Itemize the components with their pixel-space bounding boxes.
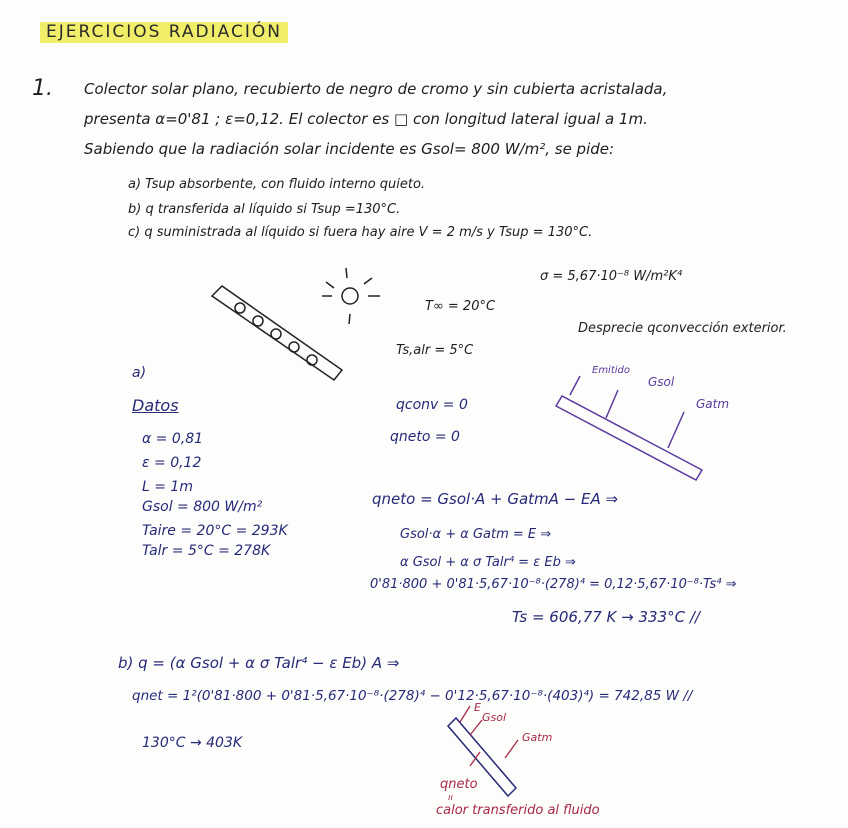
equation: Gsol·α + α Gatm = E ⇒ xyxy=(400,527,552,542)
equation: 0'81·800 + 0'81·5,67·10⁻⁸·(278)⁴ = 0,12·5,67·10⁻⁸·Ts⁴ ⇒ xyxy=(370,577,737,592)
temperature-conversion: 130°C → 403K xyxy=(142,735,243,751)
problem-number: 1. xyxy=(32,76,53,101)
dato: α = 0,81 xyxy=(142,431,204,447)
equation: b) q = (α Gsol + α σ Talr⁴ − ε Eb) A ⇒ xyxy=(118,654,400,672)
absorber-plate-a xyxy=(556,376,702,480)
collector-sketch xyxy=(212,286,342,380)
part-a-label: a) xyxy=(132,365,147,381)
statement-line: Sabiendo que la radiación solar incidente es Gsol= 800 W/m², se pide: xyxy=(84,140,615,158)
equation: α Gsol + α σ Talr⁴ = ε Eb ⇒ xyxy=(400,555,576,570)
dato: Gsol = 800 W/m² xyxy=(142,499,263,515)
fig-label-emitido: Emitido xyxy=(592,365,631,376)
condition: qneto = 0 xyxy=(390,429,460,445)
question-b: b) q transferida al líquido si Tsup =130°C. xyxy=(128,202,401,217)
sigma-constant: σ = 5,67·10⁻⁸ W/m²K⁴ xyxy=(540,269,683,284)
qneto-label: qneto xyxy=(440,777,478,792)
page-title: EJERCICIOS RADIACIÓN xyxy=(40,22,288,43)
dato: Taire = 20°C = 293K xyxy=(142,523,288,539)
sun-icon xyxy=(322,268,380,324)
datos-title: Datos xyxy=(132,396,179,415)
condition: qconv = 0 xyxy=(396,397,468,413)
equation: qneto = Gsol·A + GatmA − EA ⇒ xyxy=(372,490,619,508)
question-c: c) q suministrada al líquido si fuera hay aire V = 2 m/s y Tsup = 130°C. xyxy=(128,225,593,240)
dato: Talr = 5°C = 278K xyxy=(142,543,271,559)
dato: ε = 0,12 xyxy=(142,455,202,471)
statement-line: presenta α=0'81 ; ε=0,12. El colector es □ con longitud lateral igual a 1m. xyxy=(84,110,648,128)
statement-line: Colector solar plano, recubierto de negro de cromo y sin cubierta acristalada, xyxy=(84,80,668,98)
t-surroundings: Ts,alr = 5°C xyxy=(396,343,474,358)
result-ts: Ts = 606,77 K → 333°C // xyxy=(512,608,700,626)
fig-label-gatm: Gatm xyxy=(696,397,730,411)
note-convection: Desprecie qconvección exterior. xyxy=(578,321,787,336)
dato: L = 1m xyxy=(142,479,193,495)
equals-mark: ıı xyxy=(448,793,454,803)
fig-label-gatm: Gatm xyxy=(522,731,553,744)
t-infinity: T∞ = 20°C xyxy=(425,299,496,314)
fig-label-e: E xyxy=(474,701,481,714)
result-qnet: qnet = 1²(0'81·800 + 0'81·5,67·10⁻⁸·(278)⁴ − 0'12·5,67·10⁻⁸·(403)⁴) = 742,85 W // xyxy=(132,688,693,704)
fig-label-gsol: Gsol xyxy=(482,711,507,724)
caption-heat-to-fluid: calor transferido al fluido xyxy=(436,803,600,818)
question-a: a) Tsup absorbente, con fluido interno quieto. xyxy=(128,177,426,192)
fig-label-gsol: Gsol xyxy=(648,375,675,389)
